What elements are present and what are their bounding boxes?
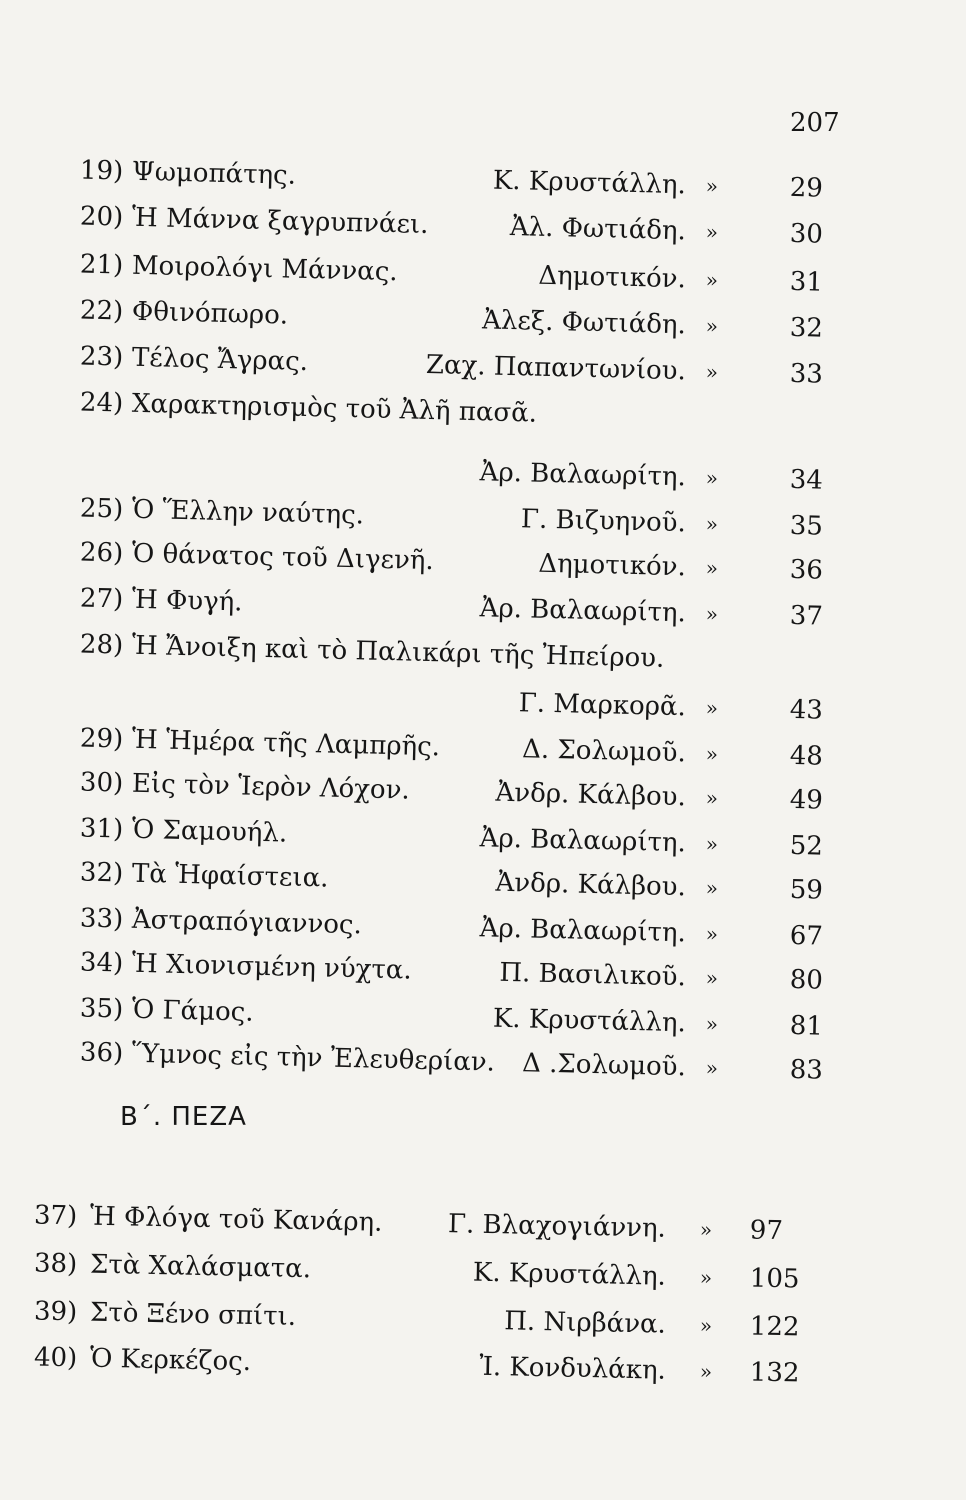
entry-title: Ἡ Ἄνοιξη καὶ τὸ Παλικάρι τῆς Ἠπείρου. [131, 630, 665, 674]
entry-ditto-mark: » [705, 921, 719, 947]
entry-author: Ἀνδρ. Κάλβου. [495, 867, 687, 903]
entry-author: Δημοτικόν. [538, 548, 687, 583]
entry-title: Ἡ Φλόγα τοῦ Κανάρη. [89, 1201, 383, 1238]
entry-number: 35) [79, 993, 124, 1025]
entry-page: 122 [749, 1311, 800, 1343]
entry-author: Ἀλ. Φωτιάδη. [509, 212, 687, 247]
entry-page: 83 [789, 1054, 824, 1086]
entry-number: 28) [79, 629, 124, 661]
entry-ditto-mark: » [705, 875, 719, 901]
entry-page: 29 [789, 172, 824, 204]
entry-title: Ὁ Κερκέζος. [89, 1343, 252, 1377]
entry-number: 20) [79, 201, 124, 233]
entry-author: Ἀλεξ. Φωτιάδη. [481, 305, 687, 341]
entry-number: 21) [79, 249, 124, 281]
entry-number: 29) [79, 723, 124, 755]
entry-author: Π. Βασιλικοῦ. [499, 957, 687, 993]
entry-page: 59 [789, 874, 824, 906]
entry-author: Γ. Βλαχογιάννη. [447, 1209, 667, 1244]
entry-ditto-mark: » [699, 1265, 713, 1290]
entry-page: 52 [789, 830, 824, 862]
entry-page: 35 [789, 510, 824, 542]
entry-title: Φθινόπωρο. [131, 296, 289, 331]
entry-title: Εἰς τὸν Ἱερὸν Λόχον. [131, 768, 411, 806]
entry-ditto-mark: » [705, 219, 719, 245]
entry-ditto-mark: » [705, 359, 719, 385]
entry-author: Ἀρ. Βαλαωρίτη. [479, 457, 687, 493]
entry-page: 32 [789, 312, 824, 344]
entry-number: 30) [79, 767, 124, 799]
entry-number: 23) [79, 341, 124, 373]
entry-page: 37 [789, 600, 824, 632]
entry-number: 40) [33, 1342, 78, 1374]
entry-page: 36 [789, 554, 824, 586]
entry-title: Ὕμνος εἰς τὴν Ἐλευθερίαν. [131, 1038, 496, 1078]
entry-page: 105 [749, 1263, 800, 1295]
entry-title: Ψωμοπάτης. [131, 156, 297, 191]
entry-author: Ἀνδρ. Κάλβου. [495, 777, 687, 813]
entry-author: Δημοτικόν. [538, 260, 687, 295]
entry-ditto-mark: » [705, 601, 719, 627]
entry-number: 37) [33, 1200, 78, 1232]
entry-ditto-mark: » [705, 173, 719, 199]
entry-title: Ἡ Μάννα ξαγρυπνάει. [131, 202, 429, 241]
entry-number: 33) [79, 903, 124, 935]
entry-page: 132 [749, 1357, 800, 1389]
entry-page: 30 [789, 218, 824, 250]
entry-title: Ἡ Χιονισμένη νύχτα. [131, 948, 413, 986]
entry-page: 48 [789, 740, 824, 772]
entry-number: 27) [79, 583, 124, 615]
entry-ditto-mark: » [699, 1313, 713, 1338]
entry-number: 32) [79, 857, 124, 889]
entry-ditto-mark: » [699, 1359, 713, 1384]
entry-title: Τὰ Ἡφαίστεια. [131, 858, 329, 894]
entry-title: Μοιρολόγι Μάννας. [131, 250, 398, 288]
entry-ditto-mark: » [705, 831, 719, 857]
entry-page: 31 [789, 266, 824, 298]
entry-number: 25) [79, 493, 124, 525]
section-heading-prose: Β΄. ΠΕΖΑ [120, 1102, 247, 1132]
entry-page: 67 [789, 920, 824, 952]
entry-title: Στὰ Χαλάσματα. [89, 1249, 312, 1285]
entry-ditto-mark: » [705, 965, 719, 991]
entry-ditto-mark: » [705, 465, 719, 491]
entry-title: Στὸ Ξένο σπίτι. [89, 1297, 297, 1332]
entry-number: 39) [33, 1296, 78, 1328]
entry-number: 38) [33, 1248, 78, 1280]
entry-author: Δ. Σολωμοῦ. [521, 734, 687, 769]
entry-ditto-mark: » [705, 1011, 719, 1037]
entry-number: 34) [79, 947, 124, 979]
entry-page: 80 [789, 964, 824, 996]
entry-author: Ἀρ. Βαλαωρίτη. [479, 823, 687, 859]
entry-author: Γ. Βιζυηνοῦ. [520, 504, 687, 539]
entry-title: Ὁ Ἕλλην ναύτης. [131, 494, 365, 531]
entry-page: 97 [749, 1215, 784, 1247]
entry-author: Κ. Κρυστάλλη. [472, 1257, 667, 1292]
entry-ditto-mark: » [705, 1055, 719, 1081]
entry-title: Ὁ θάνατος τοῦ Διγενῆ. [131, 538, 435, 577]
entry-ditto-mark: » [699, 1217, 713, 1242]
entry-page: 43 [789, 694, 824, 726]
entry-author: Π. Νιρβάνα. [503, 1306, 667, 1340]
entry-title: Ἡ Ἡμέρα τῆς Λαμπρῆς. [131, 724, 441, 763]
entry-number: 26) [79, 537, 124, 569]
entry-page: 33 [789, 358, 824, 390]
entry-ditto-mark: » [705, 555, 719, 581]
entry-ditto-mark: » [705, 313, 719, 339]
entry-number: 31) [79, 813, 124, 845]
entry-ditto-mark: » [705, 785, 719, 811]
page-number: 207 [790, 108, 840, 138]
entry-page: 49 [789, 784, 824, 816]
entry-number: 19) [79, 155, 124, 187]
entry-author: Ζαχ. Παπαντωνίου. [425, 349, 687, 387]
entry-page: 34 [789, 464, 824, 496]
entry-author: Γ. Μαρκορᾶ. [518, 688, 687, 723]
entry-number: 22) [79, 295, 124, 327]
entry-ditto-mark: » [705, 267, 719, 293]
entry-author: Ἀρ. Βαλαωρίτη. [479, 593, 687, 629]
entry-title: Ἀστραπόγιαννος. [131, 904, 363, 941]
entry-ditto-mark: » [705, 741, 719, 767]
entry-page: 81 [789, 1010, 824, 1042]
entry-title: Ὁ Σαμουήλ. [131, 814, 288, 849]
entry-author: Ἀρ. Βαλαωρίτη. [479, 913, 687, 949]
entry-author: Κ. Κρυστάλλη. [492, 165, 687, 201]
entry-ditto-mark: » [705, 695, 719, 721]
entry-title: Τέλος Ἄγρας. [131, 342, 309, 378]
entry-number: 24) [79, 387, 124, 419]
entry-author: Δ .Σολωμοῦ. [521, 1048, 687, 1083]
entry-title: Χαρακτηρισμὸς τοῦ Ἀλῆ πασᾶ. [131, 388, 538, 429]
entry-ditto-mark: » [705, 511, 719, 537]
entry-title: Ὁ Γάμος. [131, 994, 254, 1028]
entry-author: Κ. Κρυστάλλη. [492, 1003, 687, 1039]
entry-number: 36) [79, 1037, 124, 1069]
entry-title: Ἡ Φυγή. [131, 584, 243, 618]
entry-author: Ἰ. Κονδυλάκη. [479, 1351, 667, 1386]
